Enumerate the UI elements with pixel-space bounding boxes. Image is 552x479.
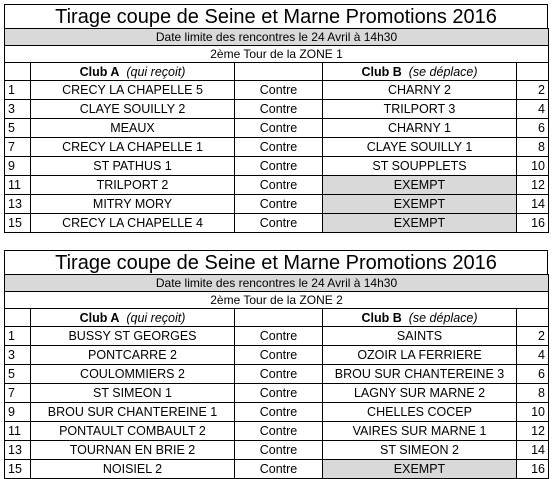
- home-draw-number: 5: [5, 365, 31, 384]
- home-club: CRECY LA CHAPELLE 1: [31, 138, 235, 157]
- away-draw-number: 14: [517, 441, 549, 460]
- home-club: ST SIMEON 1: [31, 384, 235, 403]
- home-draw-number: 3: [5, 346, 31, 365]
- away-club: EXEMPT: [323, 214, 517, 233]
- match-row: [5, 119, 549, 138]
- home-club: TOURNAN EN BRIE 2: [31, 441, 235, 460]
- home-club: MEAUX: [31, 119, 235, 138]
- match-row: [5, 441, 549, 460]
- match-row: [5, 195, 549, 214]
- away-club: EXEMPT: [323, 195, 517, 214]
- header-blank-left: [5, 309, 31, 327]
- away-club: CHARNY 1: [323, 119, 517, 138]
- home-club: BUSSY ST GEORGES: [31, 327, 235, 346]
- home-draw-number: 9: [5, 403, 31, 422]
- away-draw-number: 2: [517, 81, 549, 100]
- away-club: ST SIMEON 2: [323, 441, 517, 460]
- round-zone-label: 2ème Tour de la ZONE 1: [5, 46, 549, 63]
- home-club: CRECY LA CHAPELLE 5: [31, 81, 235, 100]
- home-club: TRILPORT 2: [31, 176, 235, 195]
- match-row: [5, 422, 549, 441]
- match-row: [5, 365, 549, 384]
- home-club: COULOMMIERS 2: [31, 365, 235, 384]
- versus-label: Contre: [235, 119, 323, 138]
- home-draw-number: 15: [5, 214, 31, 233]
- header-club-b: Club B (se déplace): [323, 63, 517, 81]
- home-draw-number: 13: [5, 195, 31, 214]
- away-club: BROU SUR CHANTEREINE 3: [323, 365, 517, 384]
- home-draw-number: 15: [5, 460, 31, 479]
- home-club: BROU SUR CHANTEREINE 1: [31, 403, 235, 422]
- match-row: [5, 403, 549, 422]
- header-blank-right: [517, 63, 549, 81]
- versus-label: Contre: [235, 176, 323, 195]
- away-club: SAINTS: [323, 327, 517, 346]
- away-club: CHELLES COCEP: [323, 403, 517, 422]
- versus-label: Contre: [235, 100, 323, 119]
- header-blank-left: [5, 63, 31, 81]
- home-draw-number: 1: [5, 327, 31, 346]
- away-club: CLAYE SOUILLY 1: [323, 138, 517, 157]
- away-draw-number: 12: [517, 176, 549, 195]
- away-draw-number: 4: [517, 100, 549, 119]
- home-draw-number: 9: [5, 157, 31, 176]
- away-club: TRILPORT 3: [323, 100, 517, 119]
- match-row: [5, 81, 549, 100]
- home-draw-number: 7: [5, 384, 31, 403]
- away-draw-number: 8: [517, 384, 549, 403]
- home-club: CRECY LA CHAPELLE 4: [31, 214, 235, 233]
- away-draw-number: 12: [517, 422, 549, 441]
- away-draw-number: 8: [517, 138, 549, 157]
- away-club: CHARNY 2: [323, 81, 517, 100]
- versus-label: Contre: [235, 346, 323, 365]
- versus-label: Contre: [235, 441, 323, 460]
- draw-table: [4, 28, 549, 233]
- draw-title: Tirage coupe de Seine et Marne Promotions 2016: [4, 4, 548, 28]
- versus-label: Contre: [235, 384, 323, 403]
- versus-label: Contre: [235, 327, 323, 346]
- versus-label: Contre: [235, 195, 323, 214]
- away-draw-number: 16: [517, 460, 549, 479]
- home-draw-number: 3: [5, 100, 31, 119]
- away-draw-number: 10: [517, 403, 549, 422]
- away-club: VAIRES SUR MARNE 1: [323, 422, 517, 441]
- header-blank-middle: [235, 63, 323, 81]
- match-row: [5, 460, 549, 479]
- home-club: PONTAULT COMBAULT 2: [31, 422, 235, 441]
- match-row: [5, 176, 549, 195]
- versus-label: Contre: [235, 365, 323, 384]
- away-club: OZOIR LA FERRIERE: [323, 346, 517, 365]
- header-club-a: Club A (qui reçoit): [31, 309, 235, 327]
- home-club: PONTCARRE 2: [31, 346, 235, 365]
- header-blank-middle: [235, 309, 323, 327]
- header-club-b: Club B (se déplace): [323, 309, 517, 327]
- round-zone-label: 2ème Tour de la ZONE 2: [5, 292, 549, 309]
- away-draw-number: 6: [517, 119, 549, 138]
- versus-label: Contre: [235, 460, 323, 479]
- match-row: [5, 100, 549, 119]
- away-draw-number: 14: [517, 195, 549, 214]
- away-draw-number: 6: [517, 365, 549, 384]
- home-draw-number: 5: [5, 119, 31, 138]
- deadline-text: Date limite des rencontres le 24 Avril à 14h30: [5, 275, 549, 292]
- away-draw-number: 2: [517, 327, 549, 346]
- match-row: [5, 157, 549, 176]
- home-draw-number: 7: [5, 138, 31, 157]
- draw-table-zone-1: [4, 4, 548, 233]
- match-row: [5, 214, 549, 233]
- draw-table: [4, 274, 549, 479]
- away-draw-number: 4: [517, 346, 549, 365]
- match-row: [5, 138, 549, 157]
- home-club: CLAYE SOUILLY 2: [31, 100, 235, 119]
- away-draw-number: 16: [517, 214, 549, 233]
- home-club: MITRY MORY: [31, 195, 235, 214]
- draw-table-zone-2: [4, 250, 548, 479]
- away-club: EXEMPT: [323, 176, 517, 195]
- versus-label: Contre: [235, 214, 323, 233]
- match-row: [5, 327, 549, 346]
- versus-label: Contre: [235, 403, 323, 422]
- versus-label: Contre: [235, 157, 323, 176]
- match-row: [5, 346, 549, 365]
- match-row: [5, 384, 549, 403]
- away-draw-number: 10: [517, 157, 549, 176]
- home-club: NOISIEL 2: [31, 460, 235, 479]
- draw-title: Tirage coupe de Seine et Marne Promotions 2016: [4, 250, 548, 274]
- away-club: LAGNY SUR MARNE 2: [323, 384, 517, 403]
- deadline-text: Date limite des rencontres le 24 Avril à 14h30: [5, 29, 549, 46]
- header-blank-right: [517, 309, 549, 327]
- home-draw-number: 1: [5, 81, 31, 100]
- home-draw-number: 11: [5, 176, 31, 195]
- versus-label: Contre: [235, 138, 323, 157]
- header-club-a: Club A (qui reçoit): [31, 63, 235, 81]
- versus-label: Contre: [235, 422, 323, 441]
- home-club: ST PATHUS 1: [31, 157, 235, 176]
- home-draw-number: 13: [5, 441, 31, 460]
- away-club: EXEMPT: [323, 460, 517, 479]
- home-draw-number: 11: [5, 422, 31, 441]
- versus-label: Contre: [235, 81, 323, 100]
- away-club: ST SOUPPLETS: [323, 157, 517, 176]
